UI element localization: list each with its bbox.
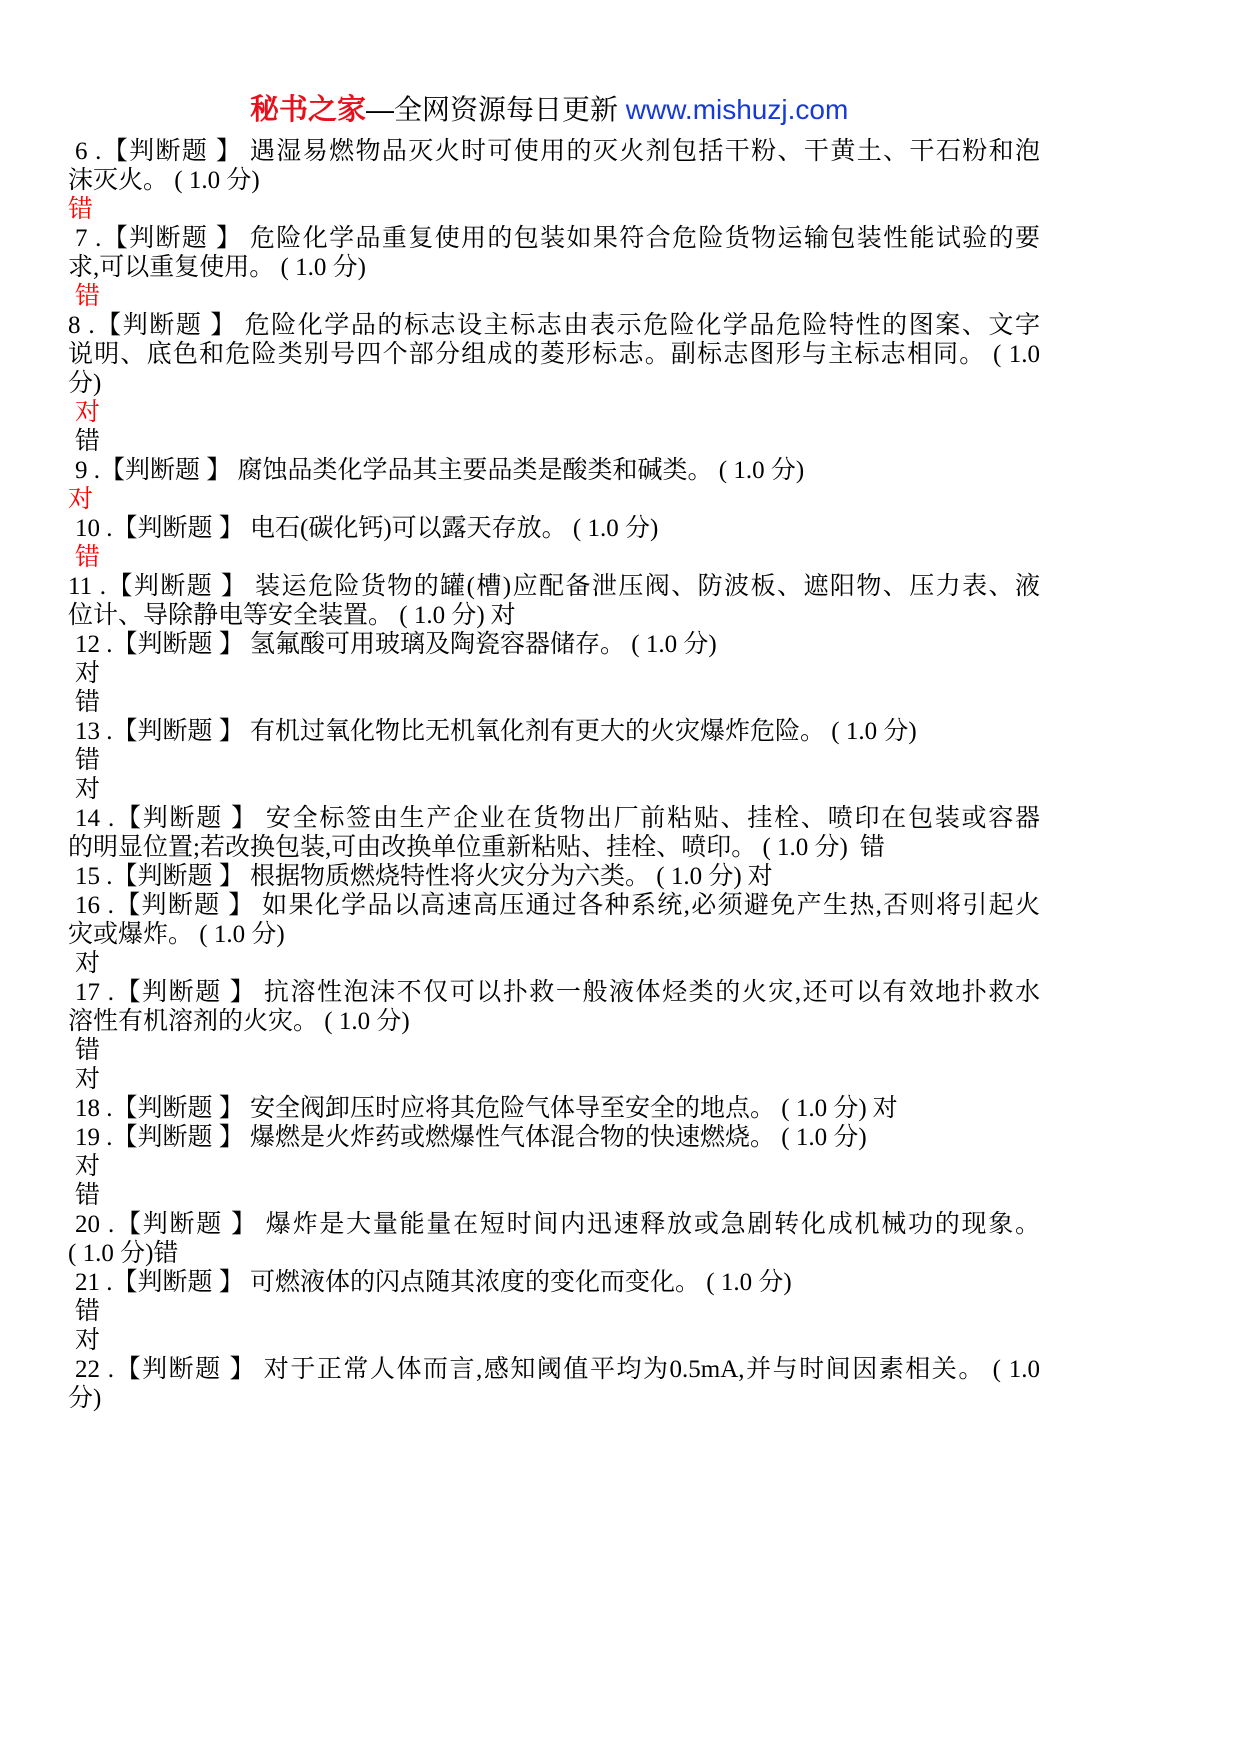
question-text-line: 分)	[68, 1385, 102, 1412]
answer-option: 错	[75, 689, 101, 716]
question-item-22	[68, 1355, 1040, 1413]
question-text-line: 9 .【判断题 】 腐蚀品类化学品其主要品类是酸类和碱类。 ( 1.0 分)	[75, 457, 805, 484]
answer-option: 错	[75, 1182, 101, 1209]
question-text-line: 20 .【判断题 】 爆炸是大量能量在短时间内迅速释放或急剧转化成机械功的现象。	[75, 1211, 1040, 1238]
question-text: 的明显位置;若改换包装,可由改换单位重新粘贴、挂栓、喷印。 ( 1.0 分)	[68, 834, 848, 861]
answer-option: 错	[75, 283, 101, 310]
answer-option: 对	[75, 950, 101, 977]
question-item-11	[68, 572, 1040, 630]
answer-option: 对	[75, 1066, 101, 1093]
question-text-line: 说明、底色和危险类别号四个部分组成的菱形标志。副标志图形与主标志相同。 ( 1.0	[68, 341, 1040, 368]
question-text: 15 .【判断题 】 根据物质燃烧特性将火灾分为六类。 ( 1.0 分)	[75, 863, 742, 890]
question-item-19	[68, 1123, 1040, 1210]
question-item-10	[68, 514, 1040, 572]
answer-option: 错	[75, 428, 101, 455]
answer-option: 错	[75, 1298, 101, 1325]
site-brand: 秘书之家	[250, 94, 367, 126]
question-text-line: 沫灭火。 ( 1.0 分)	[68, 167, 260, 194]
question-text-line: 17 .【判断题 】 抗溶性泡沫不仅可以扑救一般液体烃类的火灾,还可以有效地扑救水	[75, 979, 1040, 1006]
answer-option: 对	[68, 486, 94, 513]
question-item-14	[68, 804, 1040, 862]
question-text: 18 .【判断题 】 安全阀卸压时应将其危险气体导至安全的地点。 ( 1.0 分)	[75, 1095, 867, 1122]
question-text-line-with-answer	[68, 833, 1040, 862]
question-text-line: 16 .【判断题 】 如果化学品以高速高压通过各种系统,必须避免产生热,否则将引起火	[75, 892, 1040, 919]
question-item-17	[68, 978, 1040, 1094]
answer-option: 对	[747, 863, 773, 890]
question-item-21	[68, 1268, 1040, 1355]
question-text-line: 12 .【判断题 】 氢氟酸可用玻璃及陶瓷容器储存。 ( 1.0 分)	[75, 631, 717, 658]
answer-option: 对	[490, 602, 516, 629]
answer-option: 错	[75, 747, 101, 774]
question-text-line: 分)	[68, 370, 102, 397]
question-text-line: 8 .【判断题 】 危险化学品的标志设主标志由表示危险化学品危险特性的图案、文字	[68, 312, 1040, 339]
question-text-line: 6 .【判断题 】 遇湿易燃物品灭火时可使用的灭火剂包括干粉、干黄土、干石粉和泡	[75, 138, 1040, 165]
site-header	[250, 93, 848, 127]
question-text-line: 10 .【判断题 】 电石(碳化钙)可以露天存放。 ( 1.0 分)	[75, 515, 659, 542]
question-text-line-with-answer	[68, 1239, 1040, 1268]
question-text-line: 灾或爆炸。 ( 1.0 分)	[68, 921, 285, 948]
question-text-line: 13 .【判断题 】 有机过氧化物比无机氧化剂有更大的火灾爆炸危险。 ( 1.0 分)	[75, 718, 917, 745]
question-text-line: 11 .【判断题 】 装运危险货物的罐(槽)应配备泄压阀、防波板、遮阳物、压力表、液	[68, 573, 1040, 600]
question-item-8	[68, 311, 1040, 456]
question-item-18	[68, 1094, 1040, 1123]
question-item-20	[68, 1210, 1040, 1268]
question-item-12	[68, 630, 1040, 717]
answer-option: 错	[75, 1037, 101, 1064]
question-text: ( 1.0 分)	[68, 1240, 154, 1267]
question-text-line: 7 .【判断题 】 危险化学品重复使用的包装如果符合危险货物运输包装性能试验的要	[75, 225, 1040, 252]
answer-option: 错	[859, 834, 885, 861]
question-item-7	[68, 224, 1040, 311]
question-text-line: 21 .【判断题 】 可燃液体的闪点随其浓度的变化而变化。 ( 1.0 分)	[75, 1269, 792, 1296]
site-tagline: —全网资源每日更新	[366, 94, 626, 125]
question-text: 位计、导除静电等安全装置。 ( 1.0 分)	[68, 602, 485, 629]
question-item-13	[68, 717, 1040, 804]
question-list	[68, 137, 1040, 1413]
answer-option: 错	[68, 196, 94, 223]
answer-option: 对	[75, 1327, 101, 1354]
answer-option: 对	[75, 1153, 101, 1180]
answer-option: 对	[872, 1095, 898, 1122]
answer-option: 错	[153, 1240, 179, 1267]
question-item-16	[68, 891, 1040, 978]
site-url-link[interactable]: www.mishuzj.com	[625, 94, 849, 125]
question-text-line: 求,可以重复使用。 ( 1.0 分)	[68, 254, 366, 281]
question-item-15	[68, 862, 1040, 891]
question-text-line-with-answer	[68, 1094, 1040, 1123]
answer-option: 对	[75, 776, 101, 803]
question-item-9	[68, 456, 1040, 514]
answer-option: 对	[75, 660, 101, 687]
question-item-6	[68, 137, 1040, 224]
question-text-line: 22 .【判断题 】 对于正常人体而言,感知阈值平均为0.5mA,并与时间因素相关。 ( 1.0	[75, 1356, 1040, 1383]
question-text-line: 溶性有机溶剂的火灾。 ( 1.0 分)	[68, 1008, 410, 1035]
question-text-line: 19 .【判断题 】 爆燃是火炸药或燃爆性气体混合物的快速燃烧。 ( 1.0 分)	[75, 1124, 867, 1151]
answer-option: 错	[75, 544, 101, 571]
question-text-line-with-answer	[68, 601, 1040, 630]
answer-option: 对	[75, 399, 101, 426]
question-text-line: 14 .【判断题 】 安全标签由生产企业在货物出厂前粘贴、挂栓、喷印在包装或容器	[75, 805, 1040, 832]
question-text-line-with-answer	[68, 862, 1040, 891]
